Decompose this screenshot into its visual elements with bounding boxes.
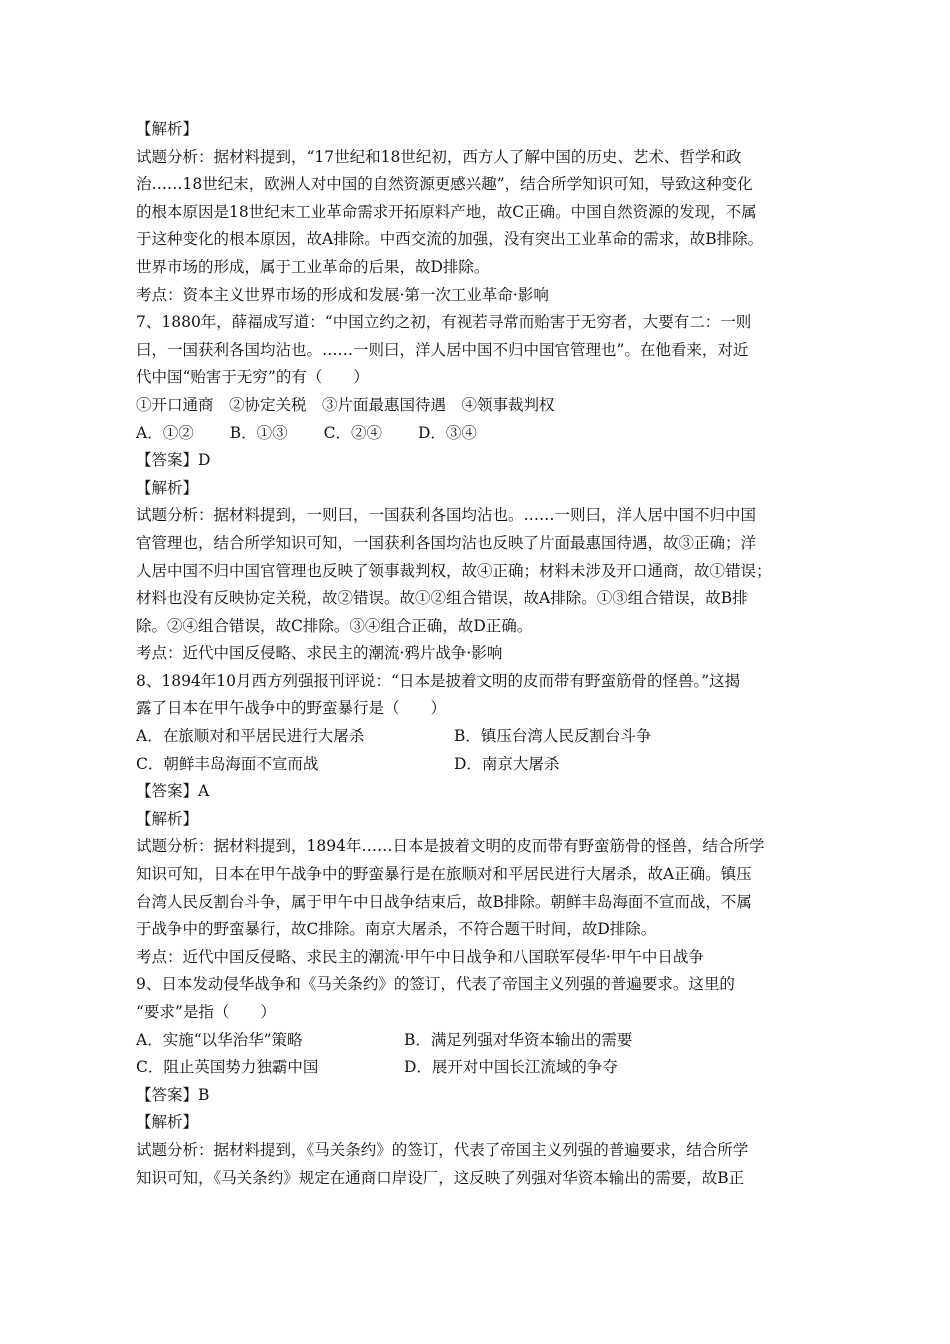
q7-stem-line: 7、1880年，薛福成写道：“中国立约之初，有视若寻常而贻害于无穷者，大要有二：一则 [136, 313, 752, 332]
q8-kaodian: 考点：近代中国反侵略、求民主的潮流·甲午中日战争和八国联军侵华·甲午中日战争 [136, 947, 704, 966]
q6-analysis-line: 于这种变化的根本原因，故A排除。中西交流的加强，没有突出工业革命的需求，故B排除。 [136, 230, 764, 249]
q8-analysis-line: 于战争中的野蛮暴行，故C排除。南京大屠杀，不符合题干时间，故D排除。 [136, 920, 657, 939]
q7-analysis-line: 材料也没有反映协定关税，故②错误。故①②组合错误，故A排除。①③组合错误，故B排 [136, 589, 748, 608]
q7-analysis-line: 人居中国不归中国官管理也反映了领事裁判权，故④正确；材料未涉及开口通商，故①错误； [136, 561, 772, 580]
q8-analysis-line: 台湾人民反割台斗争，属于甲午中日战争结束后，故B排除。朝鲜丰岛海面不宣而战，不属 [136, 892, 752, 911]
q9-analysis-line: 试题分析：据材料提到，《马关条约》的签订，代表了帝国主义列强的普遍要求，结合所学 [136, 1140, 749, 1159]
q7-kaodian: 考点：近代中国反侵略、求民主的潮流·鸦片战争·影响 [136, 644, 503, 663]
q8-option-c: C．朝鲜丰岛海面不宣而战 [136, 754, 319, 773]
q9-answer: 【答案】B [136, 1085, 210, 1104]
q6-analysis-line: 治……18世纪末，欧洲人对中国的自然资源更感兴趣”，结合所学知识可知，导致这种变化 [136, 175, 753, 194]
q7-option-b: B．①③ [229, 423, 288, 442]
q9-option-d: D．展开对中国长江流域的争夺 [404, 1058, 618, 1077]
q7-answer: 【答案】D [136, 451, 211, 470]
q8-stem-line: 露了日本在甲午战争中的野蛮暴行是（ ） [136, 699, 447, 718]
q8-option-d: D．南京大屠杀 [454, 754, 560, 773]
q8-analysis-line: 知识可知，日本在甲午战争中的野蛮暴行是在旅顺对和平居民进行大屠杀，故A正确。镇压 [136, 865, 752, 884]
q9-stem-line: “要求”是指（ ） [136, 1003, 276, 1021]
q7-analysis-line: 试题分析：据材料提到，一则曰，一国获利各国均沾也。……一则曰，洋人居中国不归中国 [136, 506, 757, 525]
q7-analysis-line: 官管理也，结合所学知识可知，一国获利各国均沾也反映了片面最惠国待遇，故③正确；洋 [136, 533, 757, 552]
q7-stem-line: 代中国“贻害于无穷”的有（ ） [136, 368, 369, 387]
q6-analysis-label: 【解析】 [136, 120, 199, 138]
q6-analysis-line: 世界市场的形成，属于工业革命的后果，故D排除。 [136, 257, 490, 276]
q6-analysis-line: 的根本原因是18世纪末工业革命需求开拓原料产地，故C正确。中国自然资源的发现，不属 [136, 202, 757, 221]
q8-options-row [136, 723, 816, 751]
q7-option-d: D．③④ [417, 423, 477, 442]
q7-options [136, 420, 816, 448]
q9-analysis-label: 【解析】 [136, 1113, 199, 1132]
q6-analysis-line: 试题分析：据材料提到，“17世纪和18世纪初，西方人了解中国的历史、艺术、哲学和政 [136, 147, 742, 166]
q9-options-row [136, 1054, 816, 1082]
q8-answer: 【答案】A [136, 782, 210, 801]
q8-option-a: A．在旅顺对和平居民进行大屠杀 [136, 727, 365, 746]
q9-option-a: A．实施“以华治华”策略 [136, 1030, 303, 1049]
q7-option-a: A．①② [136, 423, 194, 442]
document-content [136, 116, 816, 1192]
q8-analysis-label: 【解析】 [136, 809, 199, 828]
q9-analysis-line: 知识可知，《马关条约》规定在通商口岸设厂，这反映了列强对华资本输出的需要，故B正 [136, 1168, 745, 1187]
q9-stem-line: 9、日本发动侵华战争和《马关条约》的签订，代表了帝国主义列强的普遍要求。这里的 [136, 975, 735, 994]
q6-kaodian: 考点：资本主义世界市场的形成和发展·第一次工业革命·影响 [136, 285, 549, 304]
q7-analysis-line: 除。②④组合错误，故C排除。③④组合正确，故D正确。 [136, 616, 533, 635]
q7-option-c: C．②④ [323, 423, 382, 442]
q9-option-b: B．满足列强对华资本输出的需要 [404, 1030, 633, 1049]
q8-analysis-line: 试题分析：据材料提到，1894年……日本是披着文明的皮而带有野蛮筋骨的怪兽，结合所学 [136, 837, 765, 856]
q7-stem-line: 曰，一国获利各国均沾也。……一则曰，洋人居中国不归中国官管理也”。在他看来，对近 [136, 340, 749, 359]
q9-option-c: C．阻止英国势力独霸中国 [136, 1058, 319, 1077]
q7-analysis-label: 【解析】 [136, 478, 199, 497]
q8-stem-line: 8、1894年10月西方列强报刊评说：“日本是披着文明的皮而带有野蛮筋骨的怪兽。”这揭 [136, 671, 741, 690]
q9-options-row [136, 1027, 816, 1055]
q8-option-b: B．镇压台湾人民反割台斗争 [454, 727, 652, 746]
q7-items: ①开口通商 ②协定关税 ③片面最惠国待遇 ④领事裁判权 [136, 395, 555, 414]
q8-options-row [136, 751, 816, 779]
